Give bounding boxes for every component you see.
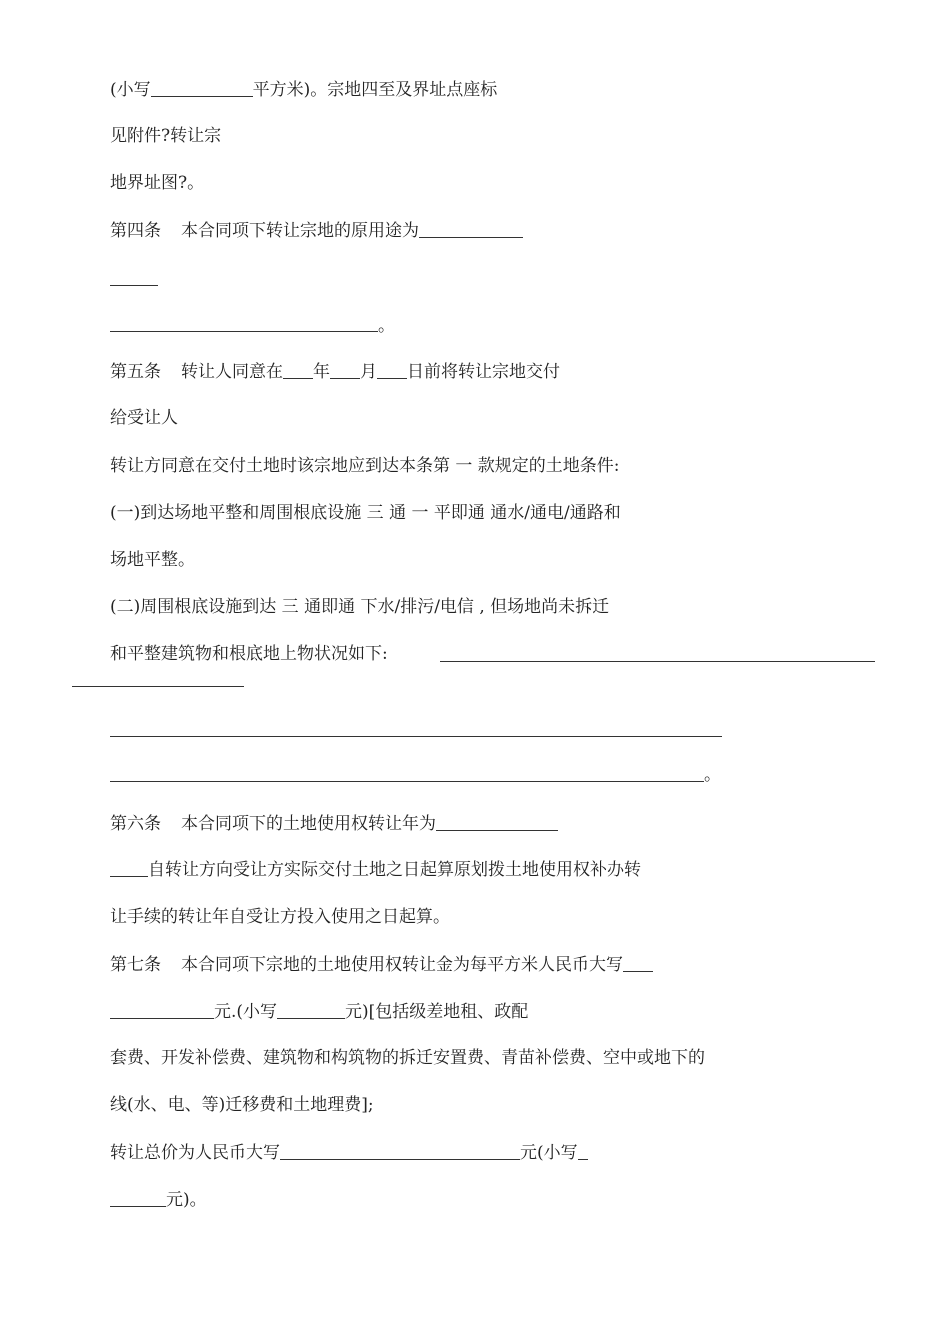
unit-price-small-blank[interactable] <box>277 1002 345 1019</box>
article-7-line <box>110 953 653 976</box>
building-status-line: 和平整建筑物和根底地上物状况如下: <box>110 644 388 664</box>
condition-1-cont: 场地平整。 <box>110 550 195 570</box>
day-blank[interactable] <box>377 362 407 379</box>
attachment-line: 见附件?转让宗 <box>110 126 222 146</box>
total-price-line <box>110 1141 588 1164</box>
article-7-heading: 第七条 <box>110 955 161 975</box>
text-fragment: 年 <box>313 362 330 382</box>
total-price-small-blank[interactable] <box>578 1143 588 1160</box>
text-fragment: 元)。 <box>166 1190 207 1210</box>
text-fragment: 元.(小写 <box>214 1002 278 1022</box>
building-status-blank[interactable] <box>440 661 875 662</box>
text-fragment: (小写 <box>110 80 151 100</box>
original-use-blank-end[interactable] <box>110 331 378 332</box>
year-blank[interactable] <box>283 362 313 379</box>
transfer-term-blank-cont[interactable] <box>110 860 148 877</box>
text-fragment: 转让人同意在 <box>181 362 283 382</box>
article-6-heading: 第六条 <box>110 814 161 834</box>
period-mark: 。 <box>704 765 721 785</box>
transfer-term-end: 让手续的转让年自受让方投入使用之日起算。 <box>110 907 450 927</box>
article-5-heading: 第五条 <box>110 362 161 382</box>
area-small-line <box>110 78 497 101</box>
boundary-map-line: 地界址图?。 <box>110 173 205 193</box>
text-fragment: 元)[包括级差地租、政配 <box>345 1002 529 1022</box>
building-status-blank-2[interactable] <box>110 736 722 737</box>
article-6-line <box>110 812 558 835</box>
month-blank[interactable] <box>330 362 360 379</box>
condition-2-line: (二)周围根底设施到达 三 通即通 下水/排污/电信 , 但场地尚未拆迁 <box>110 597 610 617</box>
building-status-blank-3[interactable] <box>110 781 704 782</box>
total-price-blank[interactable] <box>280 1143 520 1160</box>
text-fragment: 自转让方向受让方实际交付土地之日起算原划拨土地使用权补办转 <box>148 860 641 880</box>
article-4-line <box>110 219 523 242</box>
text-fragment: 本合同项下宗地的土地使用权转让金为每平方米人民币大写 <box>181 955 623 975</box>
text-fragment: 日前将转让宗地交付 <box>407 362 560 382</box>
text-fragment: 本合同项下的土地使用权转让年为 <box>181 814 436 834</box>
transfer-term-blank[interactable] <box>436 814 558 831</box>
area-small-blank[interactable] <box>151 80 253 97</box>
unit-price-cont <box>110 1000 528 1023</box>
text-fragment: 月 <box>360 362 377 382</box>
text-fragment: 平方米)。宗地四至及界址点座标 <box>252 80 498 100</box>
text-fragment: 元(小写 <box>520 1143 578 1163</box>
unit-price-blank[interactable] <box>623 955 653 972</box>
text-fragment: 转让总价为人民币大写 <box>110 1143 280 1163</box>
total-price-cont <box>110 1188 207 1211</box>
condition-1-line: (一)到达场地平整和周围根底设施 三 通 一 平即通 通水/通电/通路和 <box>110 503 621 523</box>
original-use-blank[interactable] <box>419 221 523 238</box>
article-4-heading: 第四条 <box>110 221 161 241</box>
transfer-term-cont <box>110 858 641 881</box>
article-5-line <box>110 360 560 383</box>
period-mark: 。 <box>378 316 395 336</box>
fee-list-line: 套费、开发补偿费、建筑物和构筑物的拆迁安置费、青苗补偿费、空中或地下的 <box>110 1048 705 1068</box>
fee-list-cont: 线(水、电、等)迁移费和土地理费]; <box>110 1095 374 1115</box>
unit-price-blank-cont[interactable] <box>110 1002 214 1019</box>
original-use-blank-cont[interactable] <box>110 285 158 286</box>
assignee-line: 给受让人 <box>110 408 178 428</box>
total-price-small-blank-cont[interactable] <box>110 1190 166 1207</box>
building-status-blank-cont[interactable] <box>72 686 244 687</box>
text-fragment: 本合同项下转让宗地的原用途为 <box>181 221 419 241</box>
land-condition-intro: 转让方同意在交付土地时该宗地应到达本条第 一 款规定的土地条件: <box>110 456 620 476</box>
